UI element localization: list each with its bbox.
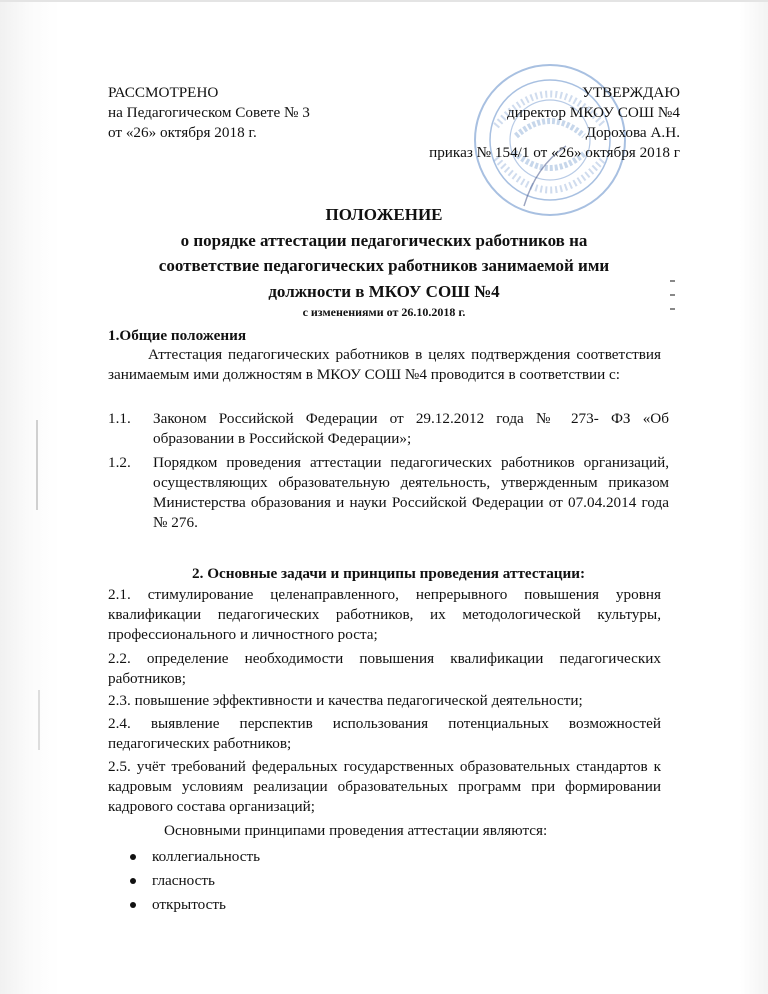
list-item-text: Законом Российской Федерации от 29.12.2012 года № 273- ФЗ «Об образовании в Российской Федерации»; [153, 410, 669, 447]
paragraph-2-3: 2.3. повышение эффективности и качества педагогической деятельности; [108, 692, 583, 709]
list-item-number: 1.2. [108, 454, 131, 471]
approval-approved-block [400, 83, 680, 143]
amendments-note: с изменениями от 26.10.2018 г. [302, 305, 466, 319]
title-line-2: о порядке аттестации педагогических работников на [180, 231, 588, 250]
bullet-icon [130, 854, 136, 860]
bullet-text: гласность [152, 872, 215, 889]
bullet-text: коллегиальность [152, 848, 261, 865]
order-line: приказ № 154/1 от «26» октября 2018 г [429, 144, 680, 161]
scan-top-edge [0, 0, 768, 2]
paragraph-2-1: 2.1. стимулирование целенаправленного, непрерывного повышения уровня квалификации педагогических работников, их методологической культуры, профессионального и личностного роста; [108, 586, 661, 643]
scan-artifact [36, 420, 38, 510]
list-item-number: 1.1. [108, 410, 131, 427]
title-line-4: должности в МКОУ СОШ №4 [268, 282, 500, 301]
list-item-1-2 [108, 453, 669, 533]
section-1-intro: Аттестация педагогических работников в целях подтверждения соответствия занимаемым ими должностям в МКОУ СОШ №4 проводится в соответствии с: [108, 346, 661, 383]
document-title: ПОЛОЖЕНИЕ [325, 205, 443, 224]
scan-artifact [38, 690, 40, 750]
list-item-1-1 [108, 409, 669, 449]
approved-label: УТВЕРЖДАЮ [582, 84, 680, 101]
bullet-icon [130, 878, 136, 884]
director-title: директор МКОУ СОШ №4 [506, 104, 680, 121]
council-date: от «26» октября 2018 г. [108, 124, 257, 141]
list-item-text: Порядком проведения аттестации педагогических работников организаций, осуществляющих образовательную деятельность, утвержденным приказом Министерства образования и науки Российской Федерации от 07.04.2014 года № 276. [153, 454, 669, 531]
bullet-text: открытость [152, 896, 226, 913]
paragraph-2-4: 2.4. выявление перспектив использования потенциальных возможностей педагогических работников; [108, 715, 661, 752]
bullet-icon [130, 902, 136, 908]
section-2-heading: 2. Основные задачи и принципы проведения аттестации: [192, 565, 586, 582]
paragraph-2-2: 2.2. определение необходимости повышения квалификации педагогических работников; [108, 650, 661, 687]
director-name: Дорохова А.Н. [585, 124, 680, 141]
approval-considered-block [108, 83, 310, 143]
title-line-3: соответствие педагогических работников занимаемой ими [158, 256, 610, 275]
considered-label: РАССМОТРЕНО [108, 84, 219, 101]
principles-intro: Основными принципами проведения аттестации являются: [164, 822, 548, 839]
paragraph-2-5: 2.5. учёт требований федеральных государственных образовательных стандартов к кадровым условиям реализации образовательных программ при формировании кадрового состава организаций; [108, 758, 661, 815]
section-1-heading: 1.Общие положения [108, 327, 247, 344]
council-text: на Педагогическом Совете № 3 [108, 104, 310, 121]
